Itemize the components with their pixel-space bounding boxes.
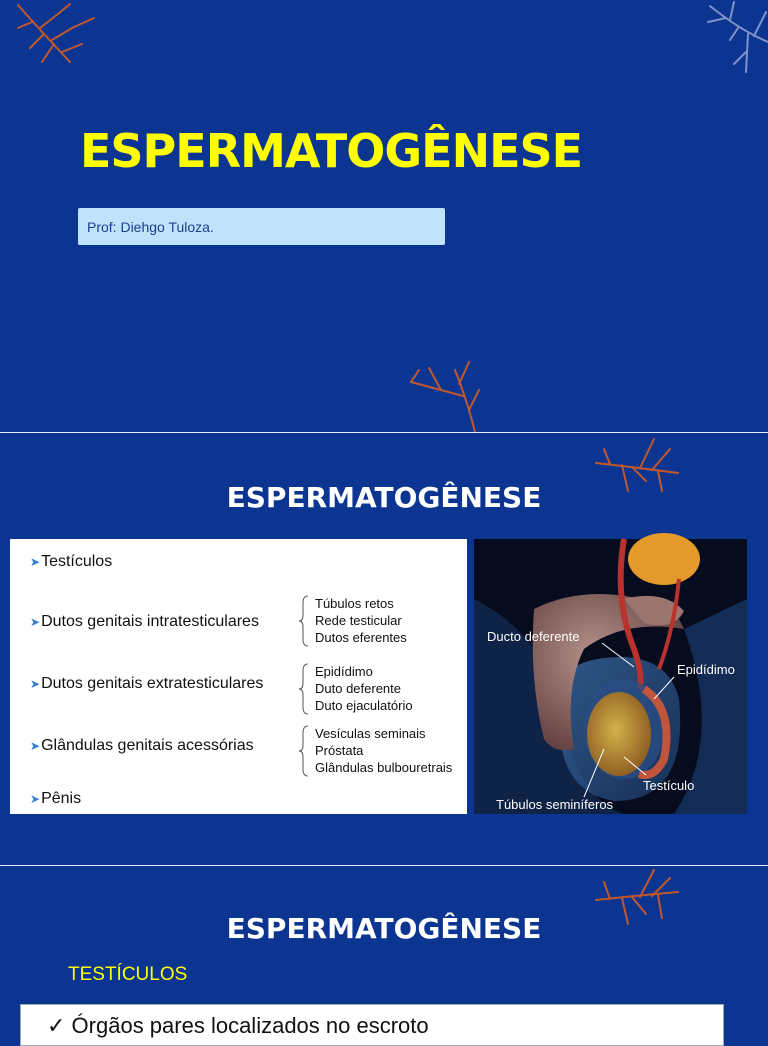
brace-icon xyxy=(299,663,309,715)
subitem-group xyxy=(305,663,413,714)
slide-title: ESPERMATOGÊNESE xyxy=(226,912,542,945)
slide-testiculos-page xyxy=(0,866,768,1038)
subitem: Dutos eferentes xyxy=(315,630,407,645)
subitem: Glândulas bulbouretrais xyxy=(315,760,453,775)
list-item: ➤Pênis xyxy=(30,790,82,807)
content-box xyxy=(20,1004,724,1046)
list-item: ➤Glândulas genitais acessórias xyxy=(30,737,254,754)
branch-decoration-icon xyxy=(700,0,768,80)
label-ducto: Ducto deferente xyxy=(487,629,580,644)
subitem: Rede testicular xyxy=(315,613,402,628)
subitem: Duto deferente xyxy=(315,681,402,696)
slide-title: ESPERMATOGÊNESE xyxy=(226,481,542,514)
brace-icon xyxy=(299,595,309,647)
branch-decoration-icon xyxy=(405,360,485,432)
label-tubulos: Túbulos seminíferos xyxy=(496,797,614,812)
section-label: TESTÍCULOS xyxy=(68,964,188,985)
anatomy-figure xyxy=(474,539,747,814)
subtitle-text: Prof: Diehgo Tuloza. xyxy=(87,219,214,235)
subtitle-box xyxy=(78,208,445,245)
arrow-bullet-icon: ➤ xyxy=(30,677,41,691)
list-item: ➤Testículos xyxy=(30,553,113,570)
subitem-group xyxy=(305,725,452,776)
subitem: Duto ejaculatório xyxy=(315,698,413,713)
slide-title-page xyxy=(0,0,768,432)
arrow-bullet-icon: ➤ xyxy=(30,615,41,629)
content-list-box xyxy=(10,539,467,814)
branch-decoration-icon xyxy=(10,0,105,70)
slide-content-page xyxy=(0,433,768,865)
label-testiculo: Testículo xyxy=(643,778,695,793)
label-epididimo: Epidídimo xyxy=(677,662,735,677)
subitem: Vesículas seminais xyxy=(315,726,426,741)
arrow-bullet-icon: ➤ xyxy=(30,555,41,569)
brace-icon xyxy=(299,725,309,777)
subitem-group xyxy=(305,595,407,646)
arrow-bullet-icon: ➤ xyxy=(30,739,41,753)
list-item: ➤Dutos genitais intratesticulares xyxy=(30,613,259,630)
subitem: Epidídimo xyxy=(315,664,373,679)
subitem: Próstata xyxy=(315,743,364,758)
bullet-text: ✓ Órgãos pares localizados no escroto xyxy=(47,1013,429,1038)
arrow-bullet-icon: ➤ xyxy=(30,792,41,806)
list-item: ➤Dutos genitais extratesticulares xyxy=(30,675,264,692)
subitem: Túbulos retos xyxy=(315,596,394,611)
page-title: ESPERMATOGÊNESE xyxy=(80,124,583,178)
